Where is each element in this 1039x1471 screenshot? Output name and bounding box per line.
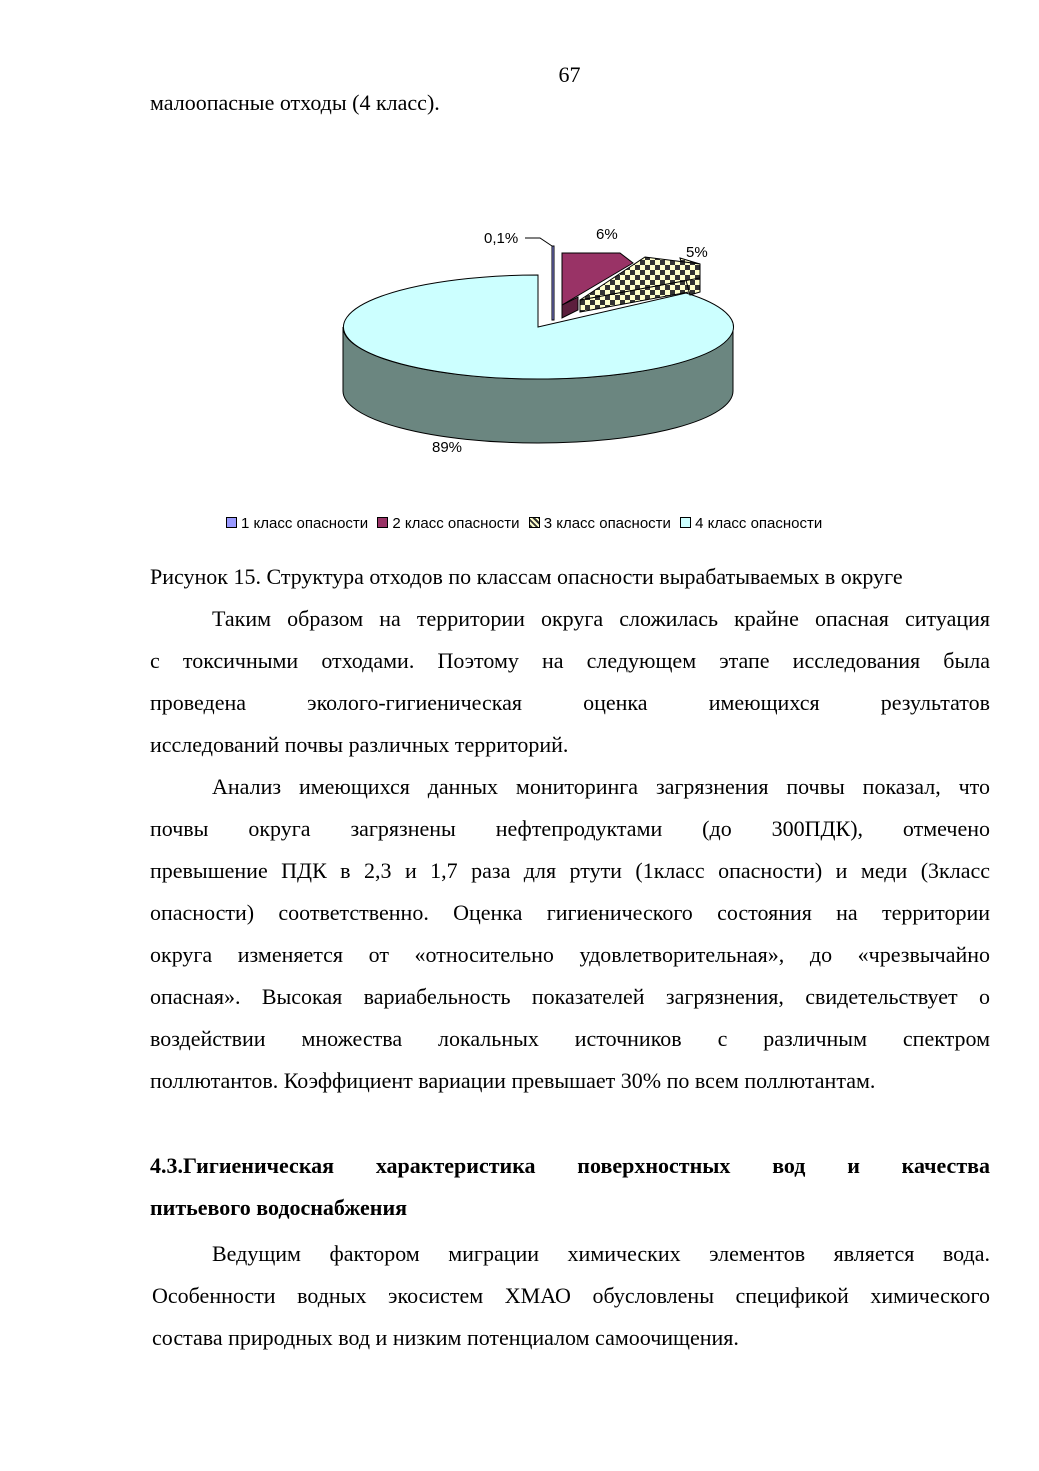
para2-line8: поллютантов. Коэффициент вариации превышает 30% по всем поллютантам. xyxy=(150,1068,876,1093)
para2-line5: округа изменяется от «относительно удовлетворительная», до «чрезвычайно xyxy=(150,942,990,967)
section-heading-line2: питьевого водоснабжения xyxy=(150,1195,408,1220)
para3-line1: Ведущим фактором миграции химических элементов является вода. xyxy=(212,1241,990,1266)
slice-1 xyxy=(552,246,554,320)
legend-item-class-2: 2 класс опасности xyxy=(377,515,519,532)
para2-line6: опасная». Высокая вариабельность показателей загрязнения, свидетельствует о xyxy=(150,984,990,1009)
para3-line2: Особенности водных экосистем ХМАО обусловлены спецификой химического xyxy=(152,1283,990,1308)
para2-line3: превышение ПДК в 2,3 и 1,7 раза для ртути (1класс опасности) и меди (3класс xyxy=(150,858,990,883)
legend-item-class-1: 1 класс опасности xyxy=(226,515,368,532)
page-number: 67 xyxy=(558,62,581,87)
leader-line-0-1 xyxy=(525,238,552,246)
para2-line2: почвы округа загрязнены нефтепродуктами (до 300ПДК), отмечено xyxy=(150,816,990,841)
data-label-5: 5% xyxy=(686,244,708,261)
data-label-0-1: 0,1% xyxy=(484,230,519,247)
figure-caption: Рисунок 15. Структура отходов по классам опасности вырабатываемых в округе xyxy=(150,564,903,589)
chart-legend xyxy=(226,515,827,532)
para2-line7: воздействии множества локальных источников с различным спектром xyxy=(150,1026,990,1051)
intro-line: малоопасные отходы (4 класс). xyxy=(150,90,440,115)
para1-line2: с токсичными отходами. Поэтому на следующем этапе исследования была xyxy=(150,648,990,673)
para1-line3: проведена эколого-гигиеническая оценка имеющихся результатов xyxy=(150,690,990,715)
para1-line4: исследований почвы различных территорий. xyxy=(150,732,569,757)
section-heading-line1: 4.3.Гигиеническая характеристика поверхностных вод и качества xyxy=(150,1153,990,1178)
data-label-6: 6% xyxy=(596,226,618,243)
legend-item-class-4: 4 класс опасности xyxy=(680,515,822,532)
pie-chart xyxy=(200,200,950,550)
data-label-89: 89% xyxy=(432,439,463,456)
para1-line1: Таким образом на территории округа сложилась крайне опасная ситуация xyxy=(212,606,990,631)
legend-item-class-3: 3 класс опасности xyxy=(529,515,671,532)
para3-line3: состава природных вод и низким потенциалом самоочищения. xyxy=(152,1325,739,1350)
para2-line4: опасности) соответственно. Оценка гигиенического состояния на территории xyxy=(150,900,990,925)
para2-line1: Анализ имеющихся данных мониторинга загрязнения почвы показал, что xyxy=(212,774,990,799)
